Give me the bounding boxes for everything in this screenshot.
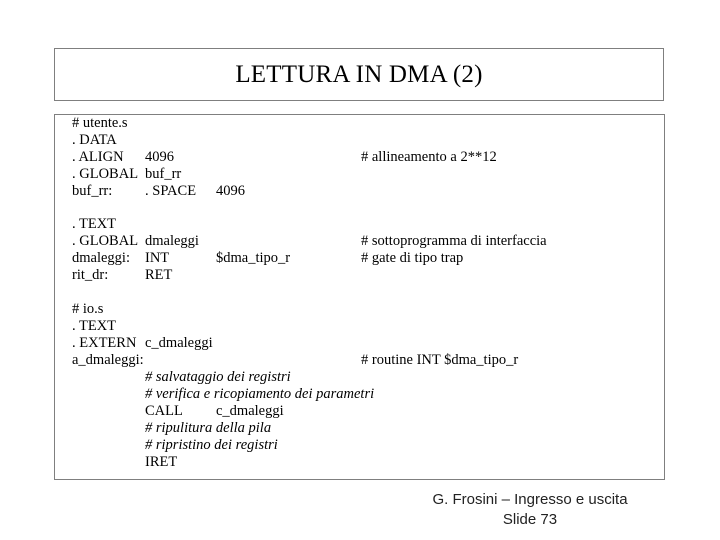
- code-clean-stack-comment: # ripulitura della pila: [145, 420, 272, 436]
- code-global-symbol-2: dmaleggi: [145, 233, 199, 249]
- code-align-value: 4096: [145, 149, 174, 165]
- code-box: [54, 114, 665, 480]
- code-line-data: . DATA: [72, 132, 117, 148]
- code-ret-instruction: RET: [145, 267, 173, 283]
- code-line-utente-file: # utente.s: [72, 115, 128, 131]
- code-restore-registers-comment: # ripristino dei registri: [145, 437, 278, 453]
- code-extern-directive: . EXTERN: [72, 335, 137, 351]
- code-space-value: 4096: [216, 183, 245, 199]
- code-align-directive: . ALIGN: [72, 149, 124, 165]
- code-call-target: c_dmaleggi: [216, 403, 284, 419]
- code-call-instruction: CALL: [145, 403, 183, 419]
- slide-title: LETTURA IN DMA (2): [235, 60, 483, 88]
- code-dmaleggi-label: dmaleggi:: [72, 250, 130, 266]
- title-box: [54, 48, 664, 101]
- code-space-directive: . SPACE: [145, 183, 197, 199]
- code-text-section: . TEXT: [72, 216, 117, 232]
- slide-footer: [380, 490, 680, 530]
- code-int-instruction: INT: [145, 250, 170, 266]
- code-global-directive: . GLOBAL: [72, 166, 139, 182]
- footer-slide-number: Slide 73: [502, 511, 558, 528]
- code-gate-comment: # gate di tipo trap: [361, 250, 464, 266]
- code-a-dmaleggi-label: a_dmaleggi:: [72, 352, 144, 368]
- code-rit-label: rit_dr:: [72, 267, 109, 283]
- code-align-comment: # allineamento a 2**12: [361, 149, 497, 165]
- code-global-symbol: buf_rr: [145, 166, 182, 182]
- code-global-directive-2: . GLOBAL: [72, 233, 139, 249]
- code-buf-label: buf_rr:: [72, 183, 113, 199]
- code-save-registers-comment: # salvataggio dei registri: [145, 369, 291, 385]
- code-iret-instruction: IRET: [145, 454, 178, 470]
- code-subroutine-comment: # sottoprogramma di interfaccia: [361, 233, 547, 249]
- code-int-operand: $dma_tipo_r: [216, 250, 291, 266]
- code-verify-params-comment: # verifica e ricopiamento dei parametri: [145, 386, 375, 402]
- code-line-io-file: # io.s: [72, 301, 104, 317]
- code-extern-symbol: c_dmaleggi: [145, 335, 213, 351]
- code-text-section-2: . TEXT: [72, 318, 117, 334]
- footer-author: G. Frosini – Ingresso e uscita: [432, 491, 628, 508]
- code-routine-comment: # routine INT $dma_tipo_r: [361, 352, 519, 368]
